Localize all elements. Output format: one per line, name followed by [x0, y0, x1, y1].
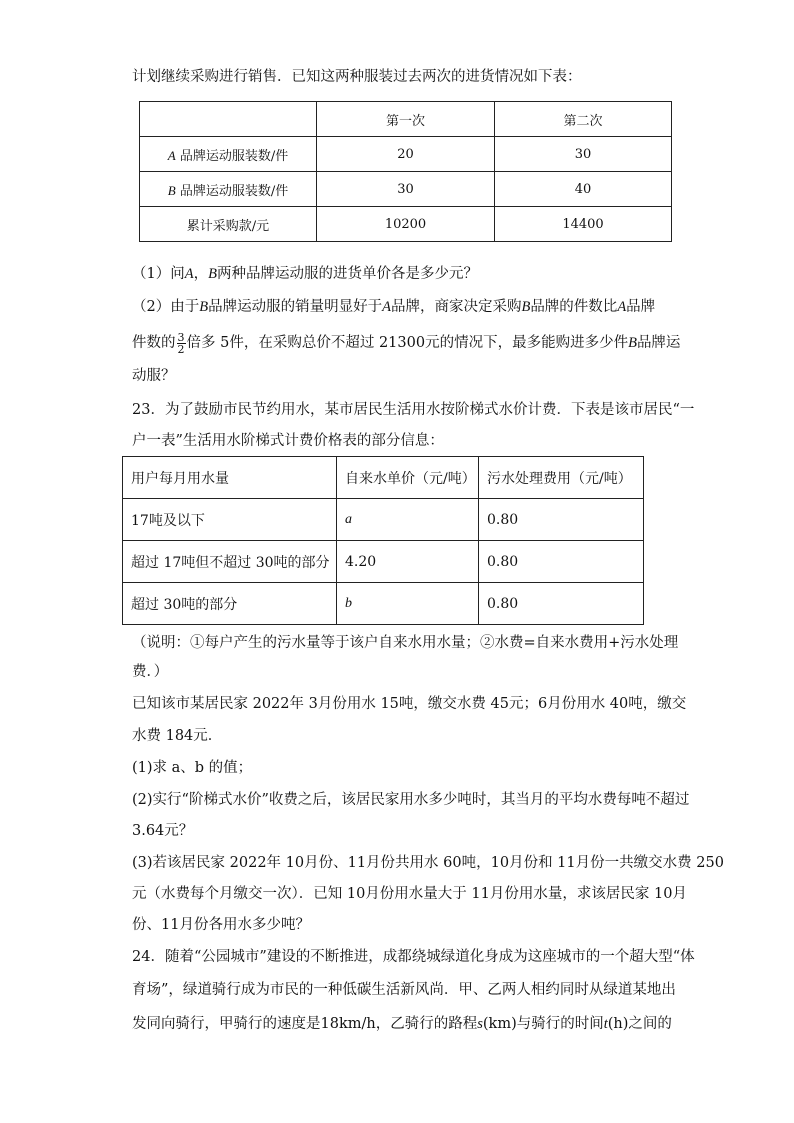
text-span: 品牌，商家决定采购 — [390, 299, 522, 315]
table-cell: b — [337, 583, 479, 625]
table-row — [140, 172, 672, 207]
q22-part2-line3: 动服？ — [132, 368, 176, 384]
table-cell: 14400 — [495, 207, 672, 242]
q23-sub3-line3: 份、11月份各用水多少吨？ — [132, 917, 310, 933]
var-a: A — [184, 266, 194, 282]
q23-given-line2: 水费 184元． — [132, 728, 223, 744]
table-header-row — [140, 102, 672, 137]
cell-label: 品牌运动服装数/件 — [175, 183, 289, 199]
var-b: B — [521, 299, 531, 315]
water-price-table — [122, 456, 644, 625]
q23-sub1: (1)求 a、b 的值； — [132, 760, 253, 776]
var-b: B — [208, 266, 217, 282]
table-cell: 30 — [495, 137, 672, 172]
table-header-row — [123, 457, 644, 499]
table-cell: 40 — [495, 172, 672, 207]
q23-sub3-line2: 元（水费每个月缴交一次）．已知 10月份用水量大于 11月份用水量，求该居民家 10月 — [132, 886, 687, 902]
table-cell: 超过 30吨的部分 — [123, 583, 337, 625]
q23-sub2-line1: (2)实行“阶梯式水价”收费之后，该居民家用水多少吨时，其当月的平均水费每吨不超过 — [132, 792, 690, 808]
table-cell: 累计采购款/元 — [140, 207, 317, 242]
text-span: 倍多 5件，在采购总价不超过 21300元的情况下，最多能购进多少件 — [186, 335, 629, 351]
text-span: 件数的 — [132, 335, 176, 351]
text-span: 品牌运 — [636, 335, 681, 351]
text-span: （2）由于 — [132, 299, 200, 315]
text-span: 品牌的件数比 — [530, 299, 618, 315]
intro-line: 计划继续采购进行销售．已知这两种服装过去两次的进货情况如下表： — [132, 69, 582, 85]
q22-part2-line2 — [132, 330, 680, 356]
text-span: (km)与骑行的时间 — [482, 1016, 604, 1032]
var-b: B — [628, 335, 637, 351]
fraction-denominator: 2 — [177, 342, 185, 356]
q23-sub2-line2: 3.64元？ — [132, 823, 194, 839]
table-header-cell: 第一次 — [317, 102, 495, 137]
fraction-numerator: 3 — [177, 330, 185, 344]
text-span: 两种品牌运动服的进货单价各是多少元？ — [216, 266, 478, 282]
table-cell: 0.80 — [479, 583, 644, 625]
table-cell: 20 — [317, 137, 495, 172]
var-s: s — [477, 1016, 483, 1032]
text-span: （1）问 — [132, 266, 185, 282]
text-span: ， — [193, 266, 209, 282]
table-row — [123, 583, 644, 625]
q22-part2-line1 — [132, 297, 655, 317]
text-span: (h)之间的 — [607, 1016, 672, 1032]
table-header-cell: 第二次 — [495, 102, 672, 137]
table-row — [123, 499, 644, 541]
table-cell: 4.20 — [337, 541, 479, 583]
table-row — [140, 137, 672, 172]
table-row — [123, 541, 644, 583]
q24-stem-line1: 24．随着“公园城市”建设的不断推进，成都绕城绿道化身成为这座城市的一个超大型“体 — [132, 949, 695, 965]
table-cell: a — [337, 499, 479, 541]
var-t: t — [603, 1016, 608, 1032]
q24-stem-line2: 育场”，绿道骑行成为市民的一种低碳生活新风尚．甲、乙两人相约同时从绿道某地出 — [132, 982, 676, 998]
table-cell: 10200 — [317, 207, 495, 242]
text-span: 品牌运动服的销量明显好于 — [208, 299, 383, 315]
var-a: A — [167, 147, 176, 163]
table-row — [140, 207, 672, 242]
q23-stem-line2: 户一表”生活用水阶梯式计费价格表的部分信息： — [132, 433, 444, 449]
var-a: A — [382, 299, 391, 315]
fraction — [177, 332, 186, 355]
q24-stem-line3 — [132, 1014, 672, 1034]
var-a: A — [617, 299, 627, 315]
table-cell: 0.80 — [479, 499, 644, 541]
var-b: B — [199, 299, 209, 315]
table-header-cell: 自来水单价（元/吨） — [337, 457, 479, 499]
q22-part1 — [132, 264, 478, 284]
q23-note-line1: （说明：①每户产生的污水量等于该户自来水用水量；②水费=自来水费用+污水处理 — [132, 635, 679, 651]
q23-stem-line1: 23．为了鼓励市民节约用水，某市居民生活用水按阶梯式水价计费．下表是该市居民“一 — [132, 402, 695, 418]
q23-note-line2: 费．） — [132, 664, 169, 680]
text-span: 品牌 — [626, 299, 656, 315]
table-header-cell: 污水处理费用（元/吨） — [479, 457, 644, 499]
purchase-table — [139, 101, 672, 242]
q23-given-line1: 已知该市某居民家 2022年 3月份用水 15吨，缴交水费 45元；6月份用水 40吨，缴交 — [132, 696, 687, 712]
table-header-cell — [140, 102, 317, 137]
table-cell — [140, 137, 317, 172]
table-cell: 超过 17吨但不超过 30吨的部分 — [123, 541, 337, 583]
table-cell: 17吨及以下 — [123, 499, 337, 541]
cell-label: 品牌运动服装数/件 — [175, 148, 289, 164]
var-b: B — [167, 182, 176, 198]
table-header-cell: 用户每月用水量 — [123, 457, 337, 499]
table-cell — [140, 172, 317, 207]
table-cell: 30 — [317, 172, 495, 207]
text-span: 发同向骑行，甲骑行的速度是18km/h，乙骑行的路程 — [132, 1016, 478, 1032]
table-cell: 0.80 — [479, 541, 644, 583]
q23-sub3-line1: (3)若该居民家 2022年 10月份、11月份共用水 60吨，10月份和 11月份一共缴交水费 250 — [132, 855, 724, 871]
